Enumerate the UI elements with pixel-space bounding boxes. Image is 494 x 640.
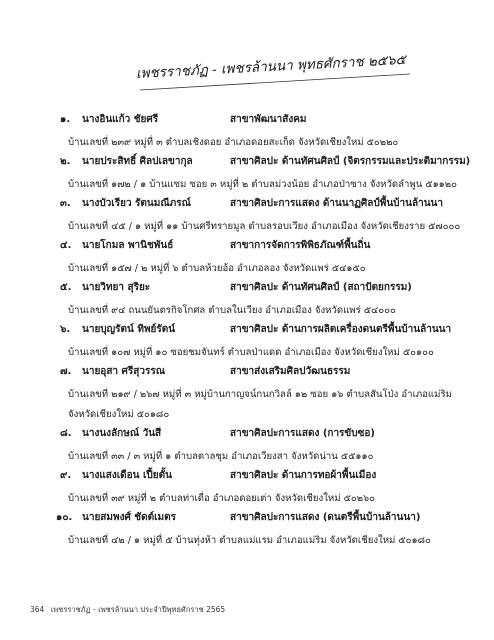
award-field: สาขาส่งเสริมศิลปวัฒนธรรม [230,366,351,377]
awardee-name: นายโกมล พานิชพันธ์ [82,240,174,251]
award-field: สาขาศิลปะการแสดง (ดนตรีพื้นบ้านล้านนา) [230,512,421,523]
awardee-address [68,385,488,425]
item-number: ๓. [60,198,71,209]
address-line: จังหวัดเชียงใหม่ ๕๐๑๘๐ [68,409,170,420]
item-number: ๔. [60,240,72,251]
awardee-name: นางอินแก้ว ชัยศรี [82,114,159,125]
awardee-name: นางแสงเดือน เปี้ยตั้น [82,470,172,481]
item-number: ๖. [60,324,71,335]
awardee-address [68,489,488,509]
award-field: สาขาศิลปะการแสดง (การขับซอ) [230,428,375,439]
awardee-name: นางบัวเรียว รัตนมณีภรณ์ [82,198,191,209]
award-field: สาขาศิลปะ ด้านการผลิตเครื่องดนตรีพื้นบ้านล้านนา [230,324,452,335]
award-field: สาขาศิลปะ ด้านการทอผ้าพื้นเมือง [230,470,377,481]
page-title-block [130,51,420,94]
address-line: บ้านเลขที่ ๓๙ หมู่ที่ ๒ ตำบลท่าเดื่อ อำเภอดอยเต่า จังหวัดเชียงใหม่ ๕๐๒๖๐ [68,493,375,504]
awardee-address [68,301,488,321]
address-line: บ้านเลขที่ ๑๗๒ / ๑ บ้านแซม ซอย ๓ หมู่ที่ ๒ ตำบลม่วงน้อย อำเภอป่าซาง จังหวัดลำพูน ๕๑๑๒๐ [68,179,457,190]
item-number: ๙. [60,470,72,481]
address-line: บ้านเลขที่ ๙๔ ถนนยันตรกิจโกศล ตำบลในเวียง อำเภอเมือง จังหวัดแพร่ ๕๔๐๐๐ [68,305,396,316]
award-field: สาขาศิลปะการแสดง ด้านนาฏศิลป์พื้นบ้านล้านนา [230,198,444,209]
awardee-name: นางนงลักษณ์ วันสี [82,428,162,439]
award-field: สาขาการจัดการพิพิธภัณฑ์พื้นถิ่น [230,240,371,251]
awardee-address [68,217,488,237]
item-number: ๘. [60,428,72,439]
awardee-address [68,175,488,195]
awardee-address [68,343,488,363]
address-line: บ้านเลขที่ ๔๒ / ๑ หมู่ที่ ๕ บ้านทุ่งห้า ตำบลแม่แรม อำเภอแม่ริม จังหวัดเชียงใหม่ ๕๐๑๘๐ [68,535,431,546]
address-line: บ้านเลขที่ ๒๓๙ หมู่ที่ ๓ ตำบลเชิงดอย อำเภอดอยสะเก็ด จังหวัดเชียงใหม่ ๕๐๒๒๐ [68,137,399,148]
page-footer [30,604,225,616]
awardee-address [68,531,488,551]
footer-text: เพชรราชภัฏ - เพชรล้านนา ประจำปีพุทธศักราช 2565 [50,605,226,614]
awardee-address [68,447,488,467]
item-number: ๕. [60,282,72,293]
page-number: 364 [30,605,45,614]
awardee-name: นายวิทยา สุริยะ [82,282,151,293]
awardee-name: นายประสิทธิ์ ศิลปเลขากุล [82,156,193,167]
award-field: สาขาศิลปะ ด้านทัศนศิลป์ (สถาปัตยกรรม) [230,282,412,293]
awardee-address [68,259,488,279]
address-line: บ้านเลขที่ ๓๓ / ๓ หมู่ที่ ๑ ตำบลตาลชุม อำเภอเวียงสา จังหวัดน่าน ๕๕๑๑๐ [68,451,374,462]
awardee-name: นายบุญรัตน์ ทิพย์รัตน์ [82,324,176,335]
item-number: ๑. [60,114,71,125]
awardee-name: นายอุสา ศรีสุวรรณ [82,366,165,377]
item-number: ๗. [60,366,72,377]
page-title: เพชรราชภัฏ - เพชรล้านนา พุทธศักราช ๒๕๖๕ [135,51,407,82]
address-line: บ้านเลขที่ ๑๐๗ หมู่ที่ ๑๐ ซอยชมจันทร์ ตำบลป่าแดด อำเภอเมือง จังหวัดเชียงใหม่ ๕๐๑๐๐ [68,347,434,358]
address-line: บ้านเลขที่ ๑๕๗ / ๒ หมู่ที่ ๖ ตำบลห้วยอ้อ อำเภอลอง จังหวัดแพร่ ๕๔๑๕๐ [68,263,366,274]
awardee-address [68,133,488,153]
item-number: ๑๐. [56,512,73,523]
awardee-name: นายสมพงศ์ ชัดต์เมตร [82,512,176,523]
address-line: บ้านเลขที่ ๔๕ / ๑ หมู่ที่ ๑๑ บ้านศรีทรายมูล ตำบลรอบเวียง อำเภอเมือง จังหวัดเชียงราย ๕๗๐๐๐ [68,221,461,232]
award-field: สาขาศิลปะ ด้านทัศนศิลป์ (จิตรกรรมและประติมากรรม) [230,156,471,167]
award-field: สาขาพัฒนาสังคม [230,114,307,125]
item-number: ๒. [60,156,71,167]
address-line: บ้านเลขที่ ๒๑๙ / ๒๖๗ หมู่ที่ ๓ หมู่บ้านกาญจน์กนกวิลล์ ๑๒ ซอย ๑๖ ตำบลสันโป่ง อำเภอแม่ริม [68,389,452,400]
